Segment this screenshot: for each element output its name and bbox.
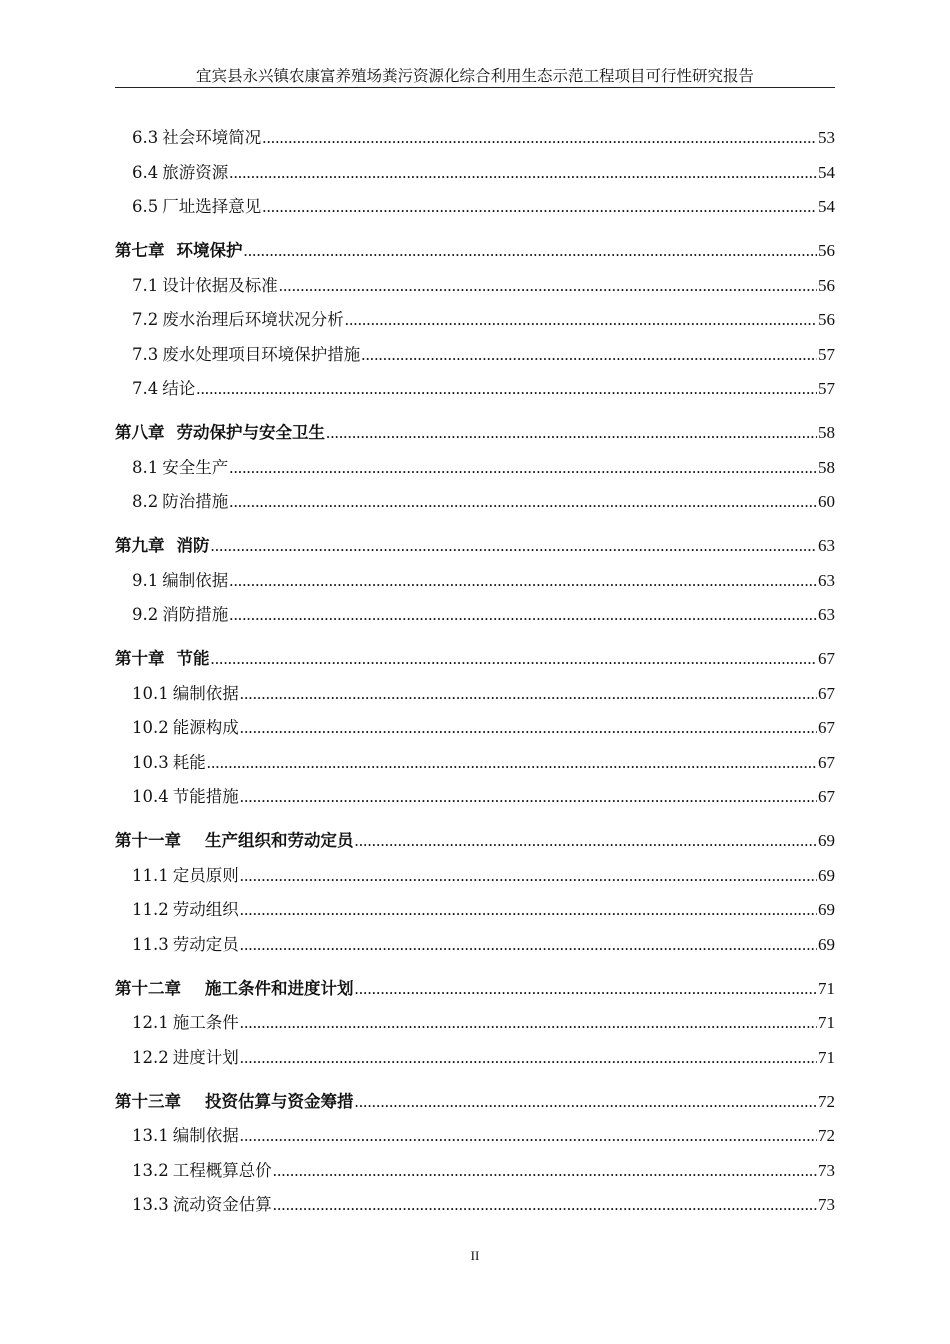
toc-section-entry[interactable] — [115, 1006, 835, 1041]
toc-entry-number: 6.5 — [132, 197, 159, 216]
toc-entry-title: 编制依据 — [172, 1126, 239, 1145]
toc-entry-number: 第十章 — [115, 649, 165, 668]
toc-entry-page: 56 — [818, 275, 835, 295]
toc-entry-title: 编制依据 — [162, 570, 229, 590]
toc-entry-number: 13.2 — [132, 1160, 169, 1180]
toc-entry-page: 63 — [818, 605, 835, 624]
toc-entry-page: 58 — [818, 423, 835, 442]
toc-entry-page: 73 — [818, 1195, 835, 1214]
toc-entry-number: 7.2 — [132, 310, 159, 329]
toc-dot-leader — [240, 677, 817, 712]
toc-entry-number: 第十三章 — [115, 1091, 181, 1111]
toc-entry-page: 63 — [818, 536, 835, 555]
toc-dot-leader — [355, 1085, 818, 1120]
toc-entry-title: 消防 — [176, 536, 210, 555]
toc-section-entry[interactable] — [115, 269, 835, 304]
toc-entry-page: 56 — [818, 310, 835, 329]
toc-section-entry[interactable] — [115, 928, 835, 963]
toc-dot-leader — [229, 598, 817, 633]
page-footer — [0, 1248, 950, 1264]
toc-entry-page: 71 — [818, 1013, 835, 1032]
toc-entry-title: 社会环境简况 — [162, 128, 262, 147]
toc-entry-page: 69 — [818, 934, 835, 954]
toc-section-entry[interactable] — [115, 1119, 835, 1154]
toc-entry-page: 57 — [818, 379, 835, 398]
toc-dot-leader — [211, 642, 818, 677]
toc-section-entry[interactable] — [115, 1188, 835, 1223]
toc-section-entry[interactable] — [115, 156, 835, 191]
toc-dot-leader — [240, 1041, 817, 1076]
toc-entry-number: 第八章 — [115, 423, 165, 442]
toc-entry-page: 71 — [818, 1047, 835, 1067]
toc-entry-title: 工程概算总价 — [172, 1160, 272, 1180]
running-header — [115, 66, 835, 88]
toc-entry-title: 进度计划 — [172, 1047, 239, 1067]
toc-section-entry[interactable] — [115, 677, 835, 712]
toc-entry-number: 12.1 — [132, 1013, 169, 1032]
toc-entry-title: 定员原则 — [172, 865, 239, 885]
toc-entry-number: 7.3 — [132, 344, 159, 364]
toc-dot-leader — [273, 1154, 817, 1189]
toc-chapter-entry[interactable] — [115, 972, 835, 1007]
toc-dot-leader — [240, 780, 817, 815]
toc-entry-title: 消防措施 — [162, 605, 229, 624]
toc-entry-title: 流动资金估算 — [172, 1195, 272, 1214]
toc-chapter-entry[interactable] — [115, 1085, 835, 1120]
toc-entry-title: 编制依据 — [172, 683, 239, 703]
toc-entry-number: 12.2 — [132, 1047, 169, 1067]
toc-entry-title: 劳动组织 — [172, 900, 239, 919]
toc-dot-leader — [240, 1119, 817, 1154]
running-header-title: 宜宾县永兴镇农康富养殖场粪污资源化综合利用生态示范工程项目可行性研究报告 — [195, 67, 754, 85]
toc-section-entry[interactable] — [115, 859, 835, 894]
toc-entry-number: 9.1 — [132, 570, 159, 590]
toc-entry-number: 第十二章 — [115, 978, 181, 998]
toc-entry-title: 防治措施 — [162, 492, 229, 511]
toc-entry-title: 劳动定员 — [172, 934, 239, 954]
toc-entry-number: 8.1 — [132, 457, 159, 477]
toc-section-entry[interactable] — [115, 372, 835, 407]
toc-dot-leader — [207, 746, 817, 781]
toc-entry-page: 67 — [818, 683, 835, 703]
toc-entry-page: 54 — [818, 162, 835, 182]
toc-section-entry[interactable] — [115, 746, 835, 781]
toc-dot-leader — [196, 372, 817, 407]
toc-entry-page: 57 — [818, 344, 835, 364]
toc-entry-title: 劳动保护与安全卫生 — [176, 423, 325, 442]
toc-chapter-entry[interactable] — [115, 529, 835, 564]
toc-entry-page: 69 — [818, 831, 835, 850]
toc-section-entry[interactable] — [115, 711, 835, 746]
toc-section-entry[interactable] — [115, 598, 835, 633]
toc-section-entry[interactable] — [115, 485, 835, 520]
toc-chapter-entry[interactable] — [115, 824, 835, 859]
toc-section-entry[interactable] — [115, 564, 835, 599]
toc-dot-leader — [229, 485, 817, 520]
toc-dot-leader — [244, 234, 818, 269]
toc-entry-page: 58 — [818, 457, 835, 477]
toc-entry-page: 67 — [818, 649, 835, 668]
page-number: II — [470, 1248, 480, 1263]
toc-entry-title: 环境保护 — [176, 241, 243, 260]
toc-dot-leader — [262, 121, 817, 156]
toc-entry-number: 6.3 — [132, 128, 159, 147]
toc-section-entry[interactable] — [115, 303, 835, 338]
toc-dot-leader — [229, 564, 817, 599]
toc-entry-title: 旅游资源 — [162, 162, 229, 182]
toc-dot-leader — [240, 859, 817, 894]
toc-entry-number: 10.3 — [132, 752, 169, 772]
toc-entry-title: 结论 — [162, 379, 196, 398]
toc-dot-leader — [240, 928, 817, 963]
toc-dot-leader — [240, 711, 817, 746]
toc-dot-leader — [279, 269, 817, 304]
toc-entry-title: 能源构成 — [172, 718, 239, 737]
toc-entry-title: 废水治理后环境状况分析 — [162, 310, 344, 329]
toc-entry-title: 耗能 — [172, 752, 206, 772]
toc-entry-page: 69 — [818, 865, 835, 885]
toc-entry-number: 10.1 — [132, 683, 169, 703]
toc-section-entry[interactable] — [115, 780, 835, 815]
toc-entry-page: 63 — [818, 570, 835, 590]
toc-entry-page: 69 — [818, 900, 835, 919]
toc-entry-title: 施工条件 — [172, 1013, 239, 1032]
toc-entry-title: 节能措施 — [172, 787, 239, 806]
toc-entry-page: 67 — [818, 787, 835, 806]
toc-chapter-entry[interactable] — [115, 234, 835, 269]
toc-section-entry[interactable] — [115, 121, 835, 156]
toc-entry-title: 厂址选择意见 — [162, 197, 262, 216]
toc-entry-number: 11.2 — [132, 900, 169, 919]
toc-entry-number: 13.3 — [132, 1195, 169, 1214]
toc-section-entry[interactable] — [115, 893, 835, 928]
toc-dot-leader — [273, 1188, 817, 1223]
toc-dot-leader — [229, 451, 817, 486]
toc-entry-page: 72 — [818, 1126, 835, 1145]
toc-section-entry[interactable] — [115, 190, 835, 225]
toc-entry-page: 67 — [818, 718, 835, 737]
toc-entry-number: 10.2 — [132, 718, 169, 737]
toc-entry-number: 11.3 — [132, 934, 169, 954]
toc-entry-number: 7.4 — [132, 379, 159, 398]
toc-dot-leader — [229, 156, 817, 191]
toc-dot-leader — [355, 972, 818, 1007]
toc-entry-number: 10.4 — [132, 787, 169, 806]
toc-entry-page: 54 — [818, 197, 835, 216]
toc-entry-title: 施工条件和进度计划 — [205, 978, 354, 998]
toc-entry-page: 71 — [818, 978, 835, 998]
toc-chapter-entry[interactable] — [115, 416, 835, 451]
toc-dot-leader — [361, 338, 817, 373]
toc-dot-leader — [240, 1006, 817, 1041]
toc-entry-page: 53 — [818, 128, 835, 147]
toc-entry-number: 13.1 — [132, 1126, 169, 1145]
toc-entry-page: 73 — [818, 1160, 835, 1180]
toc-entry-number: 第九章 — [115, 536, 165, 555]
toc-entry-page: 56 — [818, 241, 835, 260]
toc-chapter-entry[interactable] — [115, 642, 835, 677]
toc-dot-leader — [355, 824, 818, 859]
toc-dot-leader — [326, 416, 817, 451]
toc-section-entry[interactable] — [115, 338, 835, 373]
toc-entry-number: 第七章 — [115, 241, 165, 260]
toc-dot-leader — [345, 303, 817, 338]
toc-entry-number: 7.1 — [132, 275, 159, 295]
toc-entry-title: 节能 — [176, 649, 210, 668]
toc-entry-page: 72 — [818, 1091, 835, 1111]
toc-entry-number: 6.4 — [132, 162, 159, 182]
toc-entry-title: 设计依据及标准 — [162, 275, 278, 295]
toc-entry-number: 9.2 — [132, 605, 159, 624]
toc-dot-leader — [262, 190, 817, 225]
toc-entry-title: 生产组织和劳动定员 — [205, 831, 354, 850]
table-of-contents — [115, 121, 835, 1223]
toc-entry-page: 60 — [818, 492, 835, 511]
toc-entry-title: 废水处理项目环境保护措施 — [162, 344, 361, 364]
toc-dot-leader — [240, 893, 817, 928]
toc-section-entry[interactable] — [115, 1154, 835, 1189]
toc-entry-number: 第十一章 — [115, 831, 181, 850]
toc-entry-number: 8.2 — [132, 492, 159, 511]
toc-entry-number: 11.1 — [132, 865, 169, 885]
toc-entry-title: 投资估算与资金筹措 — [205, 1091, 354, 1111]
toc-section-entry[interactable] — [115, 451, 835, 486]
toc-dot-leader — [211, 529, 818, 564]
toc-section-entry[interactable] — [115, 1041, 835, 1076]
toc-entry-page: 67 — [818, 752, 835, 772]
toc-entry-title: 安全生产 — [162, 457, 229, 477]
